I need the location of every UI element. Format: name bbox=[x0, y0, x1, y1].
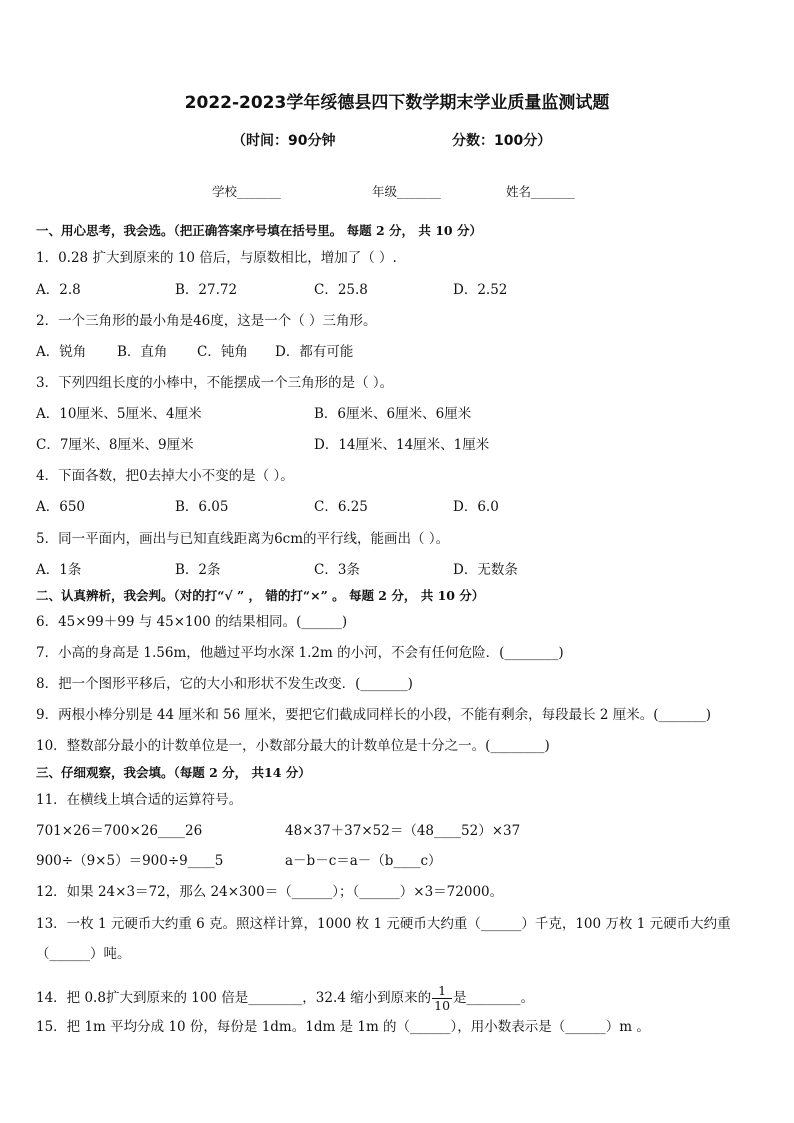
q11-stem: 11．在横线上填合适的运算符号。 bbox=[36, 792, 243, 808]
exam-title: 2022-2023学年绥德县四下数学期末学业质量监测试题 bbox=[184, 93, 610, 113]
q8-stem: 8．把一个图形平移后，它的大小和形状不发生改变．(_______) bbox=[36, 676, 413, 692]
q5-option-d: D．无数条 bbox=[453, 562, 518, 578]
section2-heading: 二、认真辨析，我会判。（对的打“√ ” ， 错的打“×” 。 每题 2 分， 共 10 分） bbox=[36, 588, 485, 603]
name-field[interactable]: 姓名_______ bbox=[506, 184, 575, 199]
q3-option-c: C．7厘米、8厘米、9厘米 bbox=[36, 437, 194, 453]
q5-stem: 5．同一平面内，画出与已知直线距离为6cm的平行线，能画出（ ）。 bbox=[36, 531, 450, 547]
q1-option-d: D．2.52 bbox=[453, 282, 508, 298]
q11-part-d: a－b－c＝a－（b____c） bbox=[285, 853, 442, 869]
section3-heading: 三、仔细观察，我会填。（每题 2 分， 共14 分） bbox=[36, 765, 311, 780]
q5-option-a: A．1条 bbox=[36, 562, 82, 578]
q14-fraction bbox=[432, 984, 452, 1013]
q11-part-c: 900÷（9×5）＝900÷9____5 bbox=[36, 853, 224, 869]
q1-option-b: B．27.72 bbox=[175, 282, 238, 298]
q11-part-a: 701×26＝700×26____26 bbox=[36, 823, 203, 839]
q11-part-b: 48×37＋37×52＝（48____52）×37 bbox=[285, 823, 521, 839]
q2-option-d: D．都有可能 bbox=[275, 344, 354, 360]
q3-option-a: A．10厘米、5厘米、4厘米 bbox=[36, 406, 202, 422]
q3-stem: 3．下列四组长度的小棒中，不能摆成一个三角形的是（ ）。 bbox=[36, 375, 394, 391]
q3-option-b: B．6厘米、6厘米、6厘米 bbox=[314, 406, 472, 422]
q2-stem: 2．一个三角形的最小角是46度，这是一个（ ）三角形。 bbox=[36, 313, 377, 329]
q14-before: 14．把 0.8扩大到原来的 100 倍是________，32.4 缩小到原来的 bbox=[36, 990, 432, 1006]
q14-after: 是________。 bbox=[453, 990, 535, 1006]
q4-option-c: C．6.25 bbox=[314, 499, 368, 515]
q14-fraction-denominator: 10 bbox=[434, 998, 451, 1013]
q4-option-a: A．650 bbox=[36, 499, 86, 515]
q7-stem: 7．小高的身高是 1.56m，他趟过平均水深 1.2m 的小河，不会有任何危险．(________) bbox=[36, 645, 564, 661]
q13-line2: （______）吨。 bbox=[36, 946, 131, 962]
q1-option-c: C．25.8 bbox=[314, 282, 368, 298]
school-field[interactable]: 学校_______ bbox=[212, 184, 281, 199]
q12-stem: 12．如果 24×3＝72，那么 24×300＝（______）；（______）×3＝72000。 bbox=[36, 884, 504, 900]
q9-stem: 9．两根小棒分别是 44 厘米和 56 厘米，要把它们截成同样长的小段，不能有剩余，每段最长 2 厘米。(_______) bbox=[36, 707, 712, 723]
q6-stem: 6．45×99＋99 与 45×100 的结果相同。(______) bbox=[36, 614, 348, 630]
q14-stem bbox=[36, 984, 534, 1013]
q5-option-b: B．2条 bbox=[175, 562, 221, 578]
q14-fraction-numerator: 1 bbox=[432, 984, 452, 999]
q5-option-c: C．3条 bbox=[314, 562, 360, 578]
q10-stem: 10．整数部分最小的计数单位是一，小数部分最大的计数单位是十分之一。(________) bbox=[36, 738, 550, 754]
q3-option-d: D．14厘米、14厘米、1厘米 bbox=[314, 437, 490, 453]
q4-stem: 4．下面各数，把0去掉大小不变的是（ ）。 bbox=[36, 468, 294, 484]
q1-stem: 1．0.28 扩大到原来的 10 倍后，与原数相比，增加了（ ）. bbox=[36, 250, 397, 266]
q1-option-a: A．2.8 bbox=[36, 282, 81, 298]
q13-line1: 13．一枚 1 元硬币大约重 6 克。照这样计算，1000 枚 1 元硬币大约重（______）千克，100 万枚 1 元硬币大约重 bbox=[36, 916, 731, 932]
q4-option-d: D．6.0 bbox=[453, 499, 499, 515]
section1-heading: 一、用心思考，我会选。（把正确答案序号填在括号里。 每题 2 分， 共 10 分） bbox=[36, 223, 482, 238]
q15-stem: 15．把 1m 平均分成 10 份，每份是 1dm。1dm 是 1m 的（______），用小数表示是（______）m 。 bbox=[36, 1019, 650, 1035]
q4-option-b: B．6.05 bbox=[175, 499, 229, 515]
exam-time: （时间：90分钟 bbox=[232, 133, 336, 149]
q2-option-b: B．直角 bbox=[117, 344, 168, 360]
exam-score: 分数：100分） bbox=[452, 133, 552, 149]
q2-option-a: A．锐角 bbox=[36, 344, 87, 360]
q2-option-c: C．钝角 bbox=[197, 344, 248, 360]
grade-field[interactable]: 年级_______ bbox=[372, 184, 441, 199]
